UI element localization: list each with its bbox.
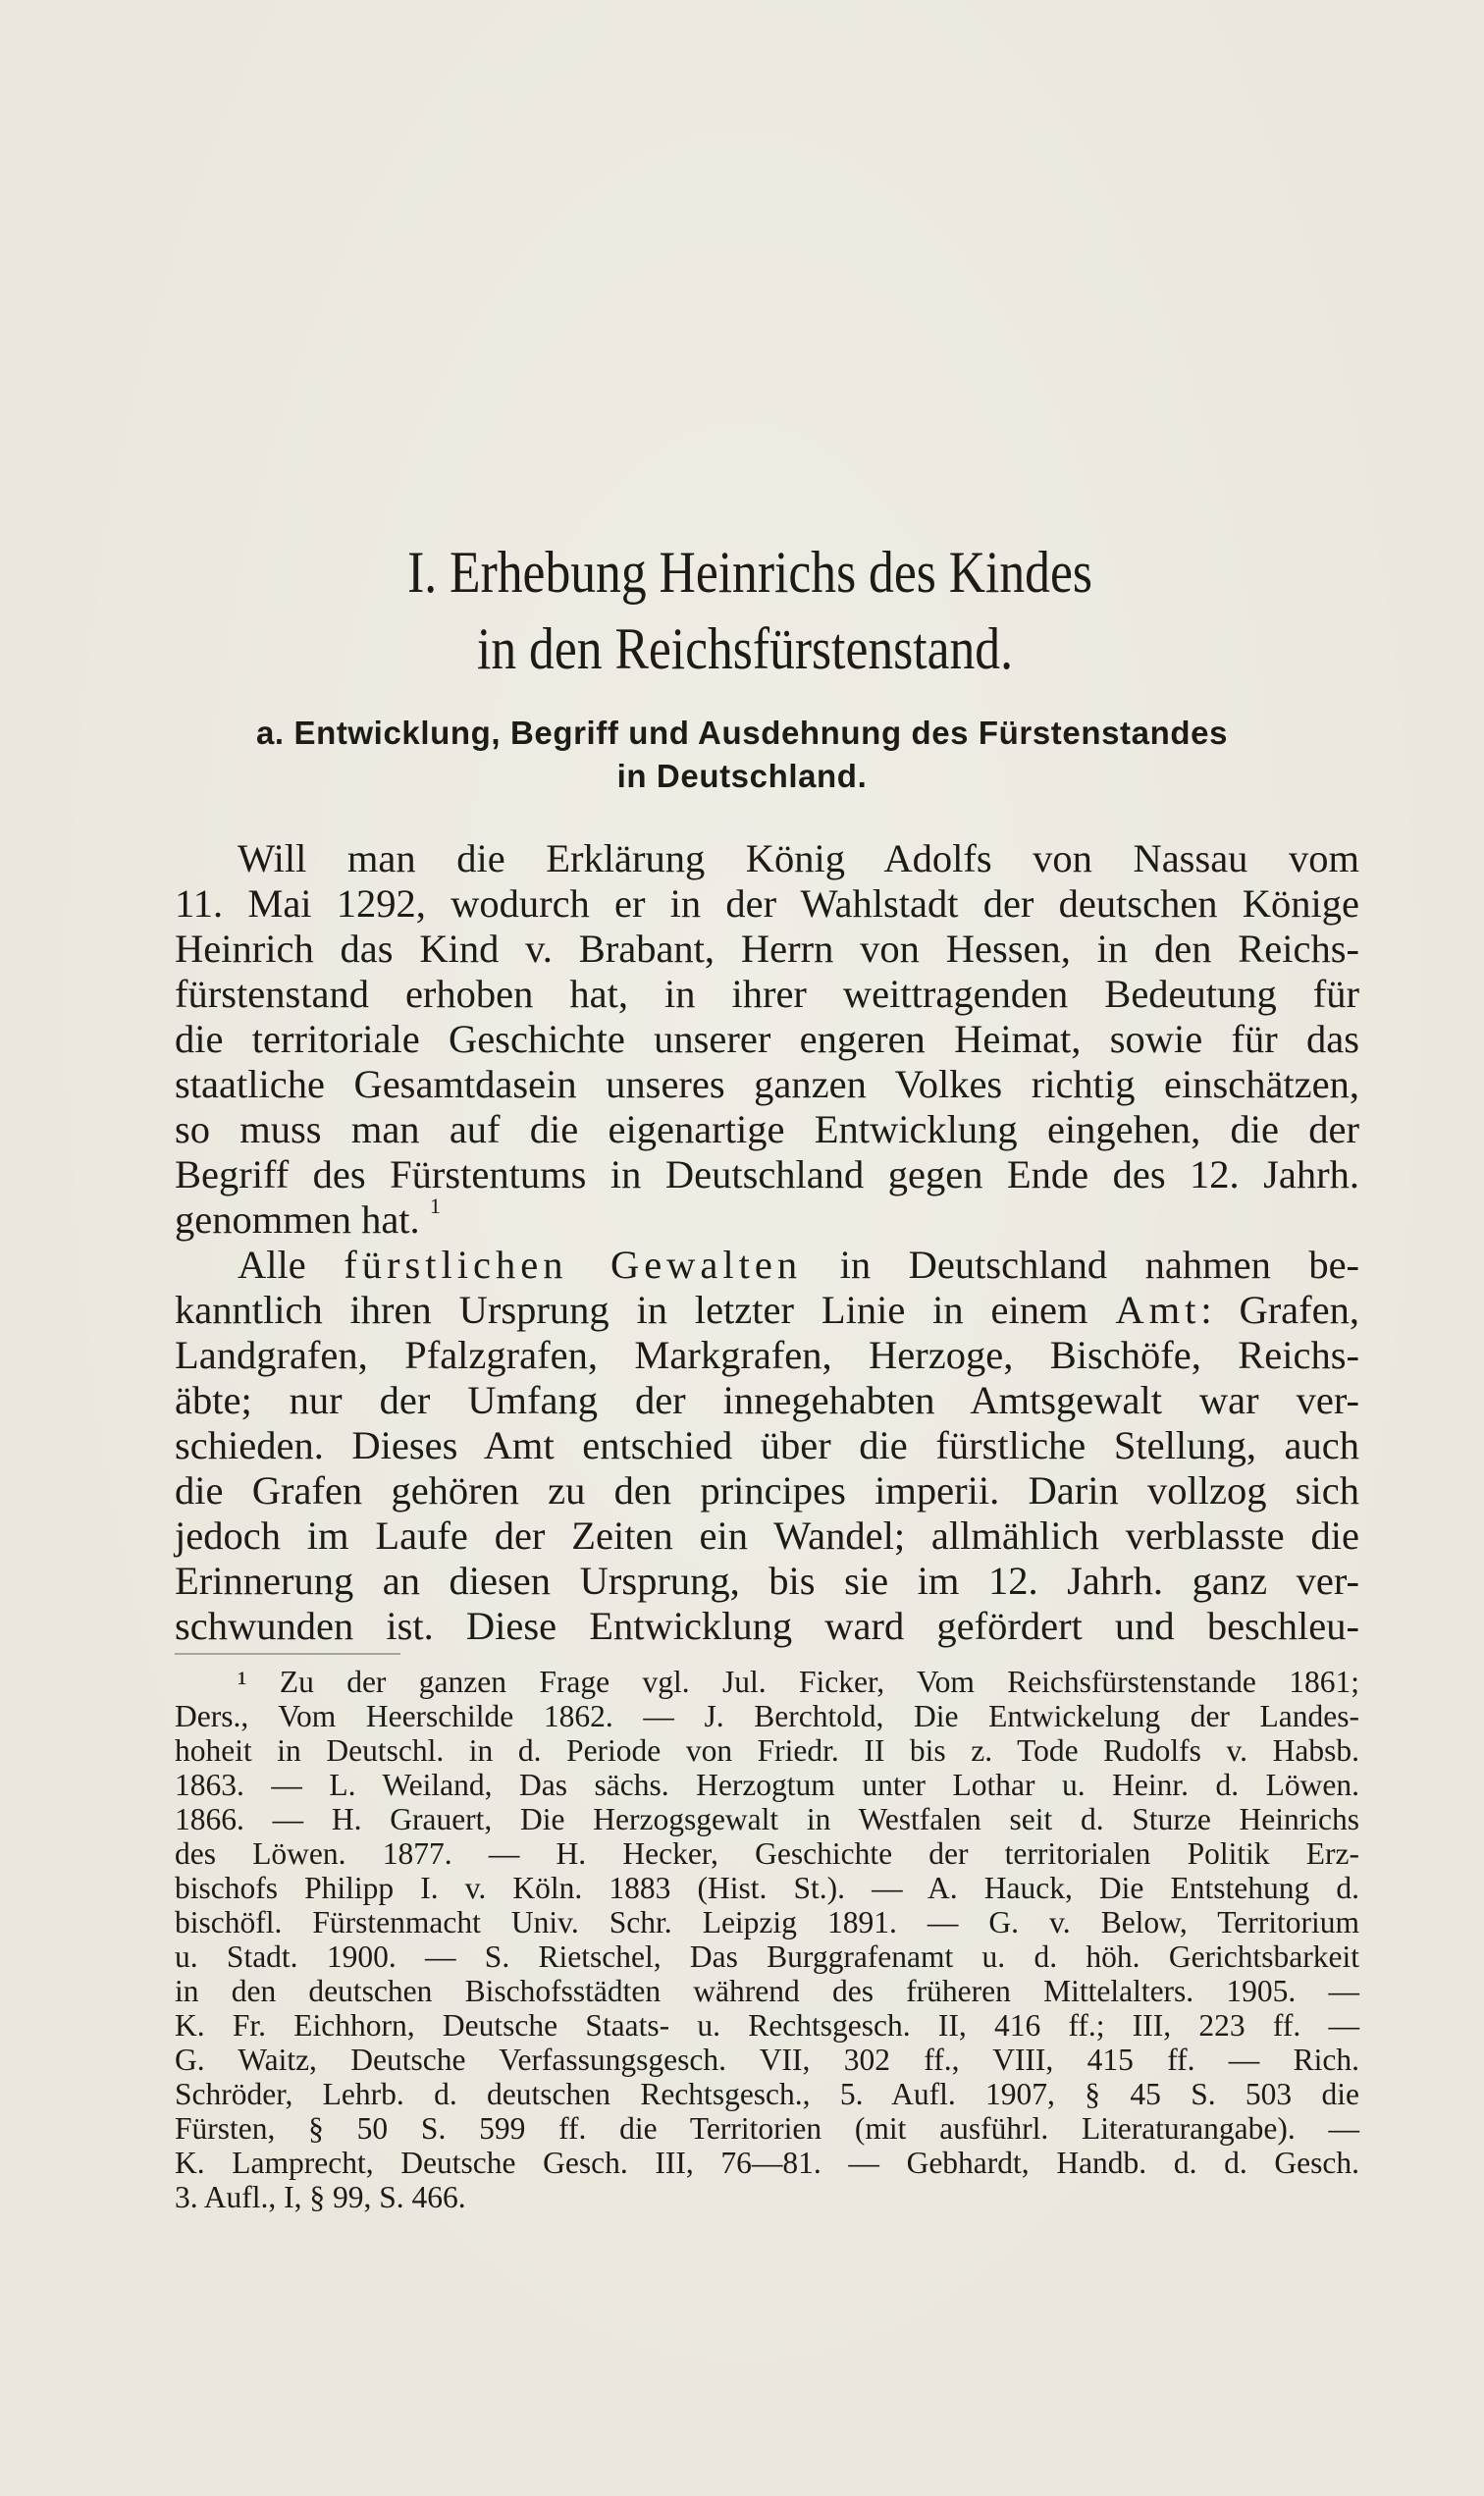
paragraph-1-line: Will man die Erklärung König Adolfs von Nassau vom xyxy=(238,836,1359,880)
footnote-line: Schröder, Lehrb. d. deutschen Rechtsgesch., 5. Aufl. 1907, § 45 S. 503 die xyxy=(175,2077,1359,2111)
paragraph-2-amt-line xyxy=(175,1288,1359,1333)
footnote-line: ¹ Zu der ganzen Frage vgl. Jul. Ficker, Vom Reichsfürstenstande 1861; xyxy=(238,1665,1359,1699)
paragraph-1-line: so muss man auf die eigenartige Entwicklung eingehen, die der xyxy=(175,1107,1359,1151)
paragraph-2-line: äbte; nur der Umfang der innegehabten Amtsgewalt war ver- xyxy=(175,1378,1359,1422)
footnote-line: Ders., Vom Heerschilde 1862. — J. Berchtold, Die Entwickelung der Landes- xyxy=(175,1699,1359,1733)
paragraph-1-line: Begriff des Fürstentums in Deutschland gegen Ende des 12. Jahrh. xyxy=(175,1152,1359,1196)
footnote-line: G. Waitz, Deutsche Verfassungsgesch. VII, 302 ff., VIII, 415 ff. — Rich. xyxy=(175,2043,1359,2077)
emphasized-amt: Amt xyxy=(1115,1288,1201,1332)
paragraph-2-line: schwunden ist. Diese Entwicklung ward gefördert und beschleu- xyxy=(175,1604,1359,1648)
footnote-line: 1863. — L. Weiland, Das sächs. Herzogtum unter Lothar u. Heinr. d. Löwen. xyxy=(175,1768,1359,1802)
footnote-line: K. Fr. Eichhorn, Deutsche Staats- u. Rechtsgesch. II, 416 ff.; III, 223 ff. — xyxy=(175,2008,1359,2043)
chapter-title-line-1: I. Erhebung Heinrichs des Kindes xyxy=(407,540,1092,605)
paragraph-2-suffix: in Deutschland nahmen be- xyxy=(839,1243,1360,1287)
paragraph-2-first-line xyxy=(238,1243,1359,1288)
paragraph-2-line: Erinnerung an diesen Ursprung, bis sie im 12. Jahrh. ganz ver- xyxy=(175,1559,1359,1603)
footnote-line: 3. Aufl., I, § 99, S. 466. xyxy=(175,2180,466,2214)
paragraph-2-line: kanntlich ihren Ursprung in letzter Linie in einem xyxy=(175,1288,1088,1332)
section-heading-line-1: a. Entwicklung, Begriff und Ausdehnung des Fürstenstandes xyxy=(255,715,1229,751)
footnote-line: hoheit in Deutschl. in d. Periode von Friedr. II bis z. Tode Rudolfs v. Habsb. xyxy=(175,1733,1359,1768)
section-heading-line-2: in Deutschland. xyxy=(616,758,868,794)
paragraph-2-line: die Grafen gehören zu den principes imperii. Darin vollzog sich xyxy=(175,1468,1359,1513)
footnote-line: Fürsten, § 50 S. 599 ff. die Territorien (mit ausführl. Literaturangabe). — xyxy=(175,2111,1359,2146)
paragraph-1-line: 11. Mai 1292, wodurch er in der Wahlstadt der deutschen Könige xyxy=(175,881,1359,926)
paragraph-2-line: Landgrafen, Pfalzgrafen, Markgrafen, Herzoge, Bischöfe, Reichs- xyxy=(175,1333,1359,1377)
paragraph-1-line: Heinrich das Kind v. Brabant, Herrn von Hessen, in den Reichs- xyxy=(175,927,1359,971)
footnote-line: u. Stadt. 1900. — S. Rietschel, Das Burggrafenamt u. d. höh. Gerichtsbarkeit xyxy=(175,1939,1359,1974)
emphasized-phrase: fürstlichen Gewalten xyxy=(344,1243,803,1287)
bleed-through-text xyxy=(172,162,1364,209)
paragraph-2-line: jedoch im Laufe der Zeiten ein Wandel; allmählich verblasste die xyxy=(175,1514,1359,1558)
footnote-separator xyxy=(175,1653,400,1655)
chapter-title-line-2: in den Reichsfürstenstand. xyxy=(477,616,1013,681)
footnote-line: in den deutschen Bischofsstädten während des früheren Mittelalters. 1905. — xyxy=(175,1974,1359,2008)
footnote-line: bischöfl. Fürstenmacht Univ. Schr. Leipzig 1891. — G. v. Below, Territorium xyxy=(175,1905,1359,1939)
footnote-line: bischofs Philipp I. v. Köln. 1883 (Hist. St.). — A. Hauck, Die Entstehung d. xyxy=(175,1871,1359,1905)
paragraph-1-last-line xyxy=(175,1193,1359,1243)
footnote-line: des Löwen. 1877. — H. Hecker, Geschichte der territorialen Politik Erz- xyxy=(175,1836,1359,1871)
paragraph-1-line: die territoriale Geschichte unserer engeren Heimat, sowie für das xyxy=(175,1017,1359,1061)
paragraph-1-line: genommen hat. xyxy=(175,1197,420,1242)
paragraph-2-line: schieden. Dieses Amt entschied über die fürstliche Stellung, auch xyxy=(175,1423,1359,1467)
footnote-line: 1866. — H. Grauert, Die Herzogsgewalt in Westfalen seit d. Sturze Heinrichs xyxy=(175,1802,1359,1836)
footnote-marker: 1 xyxy=(429,1193,441,1218)
paragraph-2-amt-suffix: : Grafen, xyxy=(1200,1288,1359,1332)
paragraph-1-line: staatliche Gesamtdasein unseres ganzen Volkes richtig einschätzen, xyxy=(175,1062,1359,1106)
paragraph-1-line: fürstenstand erhoben hat, in ihrer weittragenden Bedeutung für xyxy=(175,972,1359,1016)
footnote-line: K. Lamprecht, Deutsche Gesch. III, 76—81. — Gebhardt, Handb. d. d. Gesch. xyxy=(175,2146,1359,2180)
paragraph-2-prefix: Alle xyxy=(238,1243,306,1287)
